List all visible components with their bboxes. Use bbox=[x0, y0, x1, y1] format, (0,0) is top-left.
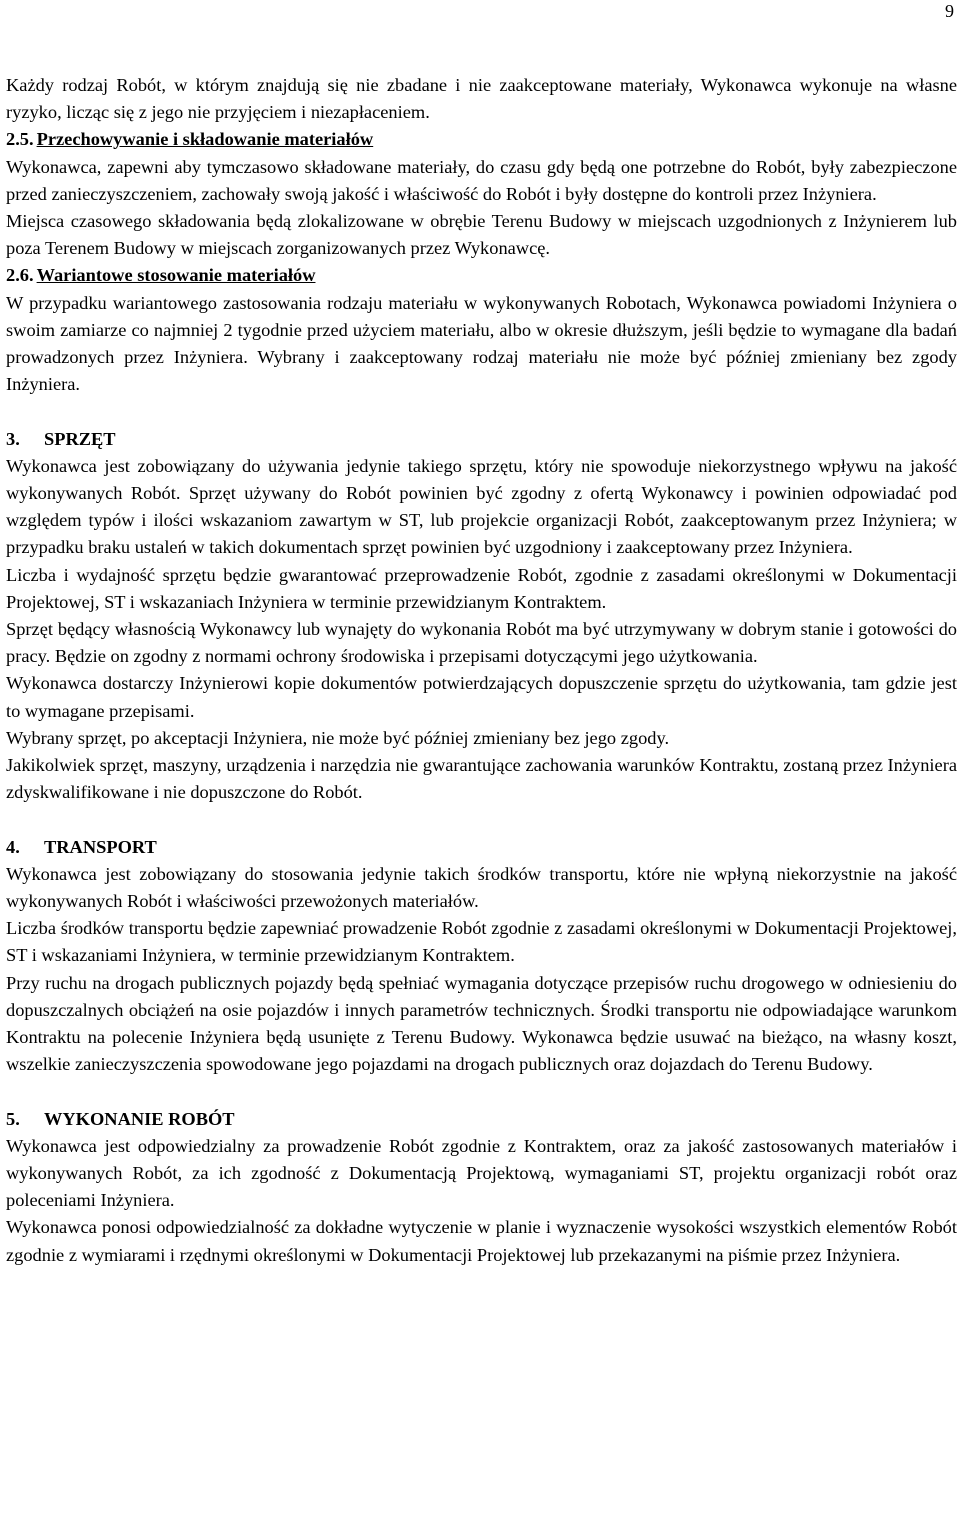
section-heading-2-5 bbox=[6, 126, 957, 153]
section-title: SPRZĘT bbox=[44, 428, 116, 449]
page-number: 9 bbox=[945, 1, 954, 21]
spacer bbox=[6, 806, 957, 833]
section-title: Przechowywanie i składowanie materiałów bbox=[36, 129, 374, 150]
paragraph: Wykonawca jest odpowiedzialny za prowadzenie Robót zgodnie z Kontraktem, oraz za jakość zastosowanych materiałów i wykonywanych Robót, za ich zgodność z Dokumentacją Projektową, wymaganiami ST, projektu organizacji robót oraz poleceniami Inżyniera. bbox=[6, 1135, 957, 1211]
section-heading-2-6 bbox=[6, 262, 957, 289]
section-heading-4 bbox=[6, 834, 957, 861]
section-title: TRANSPORT bbox=[44, 836, 157, 857]
spacer bbox=[6, 398, 957, 425]
section-title: Wariantowe stosowanie materiałów bbox=[36, 265, 316, 286]
paragraph: Liczba środków transportu będzie zapewniać prowadzenie Robót zgodnie z zasadami określonymi w Dokumentacji Projektowej, ST i wskazaniami Inżyniera, w terminie przewidzianym Kontraktem. bbox=[6, 918, 957, 966]
paragraph: Przy ruchu na drogach publicznych pojazdy będą spełniać wymagania dotyczące przepisów ruchu drogowego w odniesieniu do dopuszczalnych obciążeń na osie pojazdów i innych parametrów technicznych. Środki transportu nie odpowiadające warunkom Kontraktu na polecenie Inżyniera będą usunięte z Terenu Budowy. Wykonawca będzie usuwać na bieżąco, na własny koszt, wszelkie zanieczyszczenia spowodowane jego pojazdami na drogach publicznych oraz dojazdach do Terenu Budowy. bbox=[6, 972, 957, 1075]
paragraph: Miejsca czasowego składowania będą zlokalizowane w obrębie Terenu Budowy w miejscach uzgodnionych z Inżynierem lub poza Terenem Budowy w miejscach zorganizowanych przez Wykonawcę. bbox=[6, 211, 957, 259]
paragraph: Wykonawca, zapewni aby tymczasowo składowane materiały, do czasu gdy będą one potrzebne do Robót, były zabezpieczone przed zanieczyszczeniem, zachowały swoją jakość i właściwość do Robót i były dostępne do kontroli przez Inżyniera. bbox=[6, 156, 957, 204]
section-title: WYKONANIE ROBÓT bbox=[44, 1108, 235, 1129]
paragraph: Wykonawca ponosi odpowiedzialność za dokładne wytyczenie w planie i wyznaczenie wysokości wszystkich elementów Robót zgodnie z wymiarami i rzędnymi określonymi w Dokumentacji Projektowej lub przekazanymi na piśmie przez Inżyniera. bbox=[6, 1217, 957, 1265]
paragraph: Liczba i wydajność sprzętu będzie gwarantować przeprowadzenie Robót, zgodnie z zasadami określonymi w Dokumentacji Projektowej, ST i wskazaniach Inżyniera w terminie przewidzianym Kontraktem. bbox=[6, 564, 957, 612]
paragraph: W przypadku wariantowego zastosowania rodzaju materiału w wykonywanych Robotach, Wykonawca powiadomi Inżyniera o swoim zamiarze co najmniej 2 tygodnie przed użyciem materiału, albo w okresie dłuższym, jeśli będzie to wymagane dla badań prowadzonych przez Inżyniera. Wybrany i zaakceptowany rodzaj materiału nie może być później zmieniany bez zgody Inżyniera. bbox=[6, 292, 957, 395]
paragraph: Wybrany sprzęt, po akceptacji Inżyniera, nie może być później zmieniany bez jego zgody. bbox=[6, 727, 670, 748]
paragraph: Wykonawca dostarczy Inżynierowi kopie dokumentów potwierdzających dopuszczenie sprzętu do użytkowania, tam gdzie jest to wymagane przepisami. bbox=[6, 673, 957, 721]
section-heading-3 bbox=[6, 426, 957, 453]
paragraph: Wykonawca jest zobowiązany do stosowania jedynie takich środków transportu, które nie wpłyną niekorzystnie na jakość wykonywanych Robót i właściwości przewożonych materiałów. bbox=[6, 863, 957, 912]
spacer bbox=[6, 1078, 957, 1105]
document-body bbox=[6, 72, 957, 1269]
section-number: 3. bbox=[6, 428, 20, 449]
section-number: 5. bbox=[6, 1108, 20, 1129]
section-number: 4. bbox=[6, 836, 20, 857]
section-number: 2.5. bbox=[6, 129, 34, 150]
paragraph: Każdy rodzaj Robót, w którym znajdują się nie zbadane i nie zaakceptowane materiały, Wykonawca wykonuje na własne ryzyko, licząc się z jego nie przyjęciem i niezapłaceniem. bbox=[6, 75, 957, 123]
section-number: 2.6. bbox=[6, 265, 34, 286]
paragraph: Sprzęt będący własnością Wykonawcy lub wynajęty do wykonania Robót ma być utrzymywany w dobrym stanie i gotowości do pracy. Będzie on zgodny z normami ochrony środowiska i przepisami dotyczącymi jego użytkowania. bbox=[6, 619, 957, 667]
paragraph: Jakikolwiek sprzęt, maszyny, urządzenia i narzędzia nie gwarantujące zachowania warunków Kontraktu, zostaną przez Inżyniera zdyskwalifikowane i nie dopuszczone do Robót. bbox=[6, 755, 957, 803]
section-heading-5 bbox=[6, 1106, 957, 1133]
paragraph: Wykonawca jest zobowiązany do używania jedynie takiego sprzętu, który nie spowoduje niekorzystnego wpływu na jakość wykonywanych Robót. Sprzęt używany do Robót powinien być zgodny z ofertą Wykonawcy i powinien odpowiadać pod względem typów i ilości wskazaniom zawartym w ST, lub projekcie organizacji Robót, zaakceptowanym przez Inżyniera; w przypadku braku ustaleń w takich dokumentach sprzęt powinien być uzgodniony i zaakceptowany przez Inżyniera. bbox=[6, 455, 957, 558]
